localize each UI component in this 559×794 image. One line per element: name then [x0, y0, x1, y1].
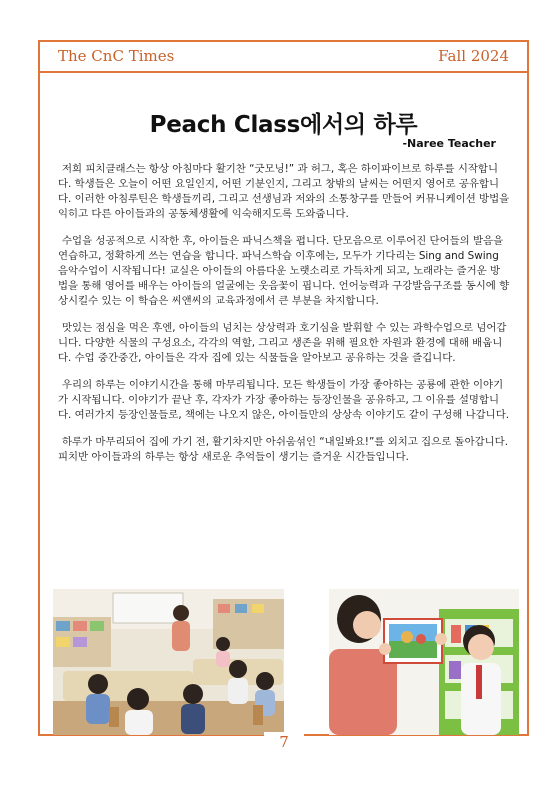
article-paragraph: 우리의 하루는 이야기시간을 통해 마무리됩니다. 모든 학생들이 가장 좋아하는 공룡에 관한 이야기가 시작됩니다. 이야기가 끝난 후, 각자가 가장 좋아하는 등장인물을 공유하고, 그 이유를 설명합니다. 여러가지 등장인물들로, 책에는 나오지 않은, 아이들만의 상상속 이야기도 같이 구성해 나갑니다.: [58, 379, 510, 421]
page-number: 7: [279, 733, 289, 751]
publication-name: The CnC Times: [58, 47, 175, 65]
page-number-box: [264, 732, 304, 750]
article-paragraph: 하루가 마무리되어 집에 가기 전, 활기차지만 아쉬움섞인 “내일봐요!”를 외치고 집으로 돌아갑니다. 피치반 아이들과의 하루는 항상 새로운 추억들이 생기는 즐거운 시간들입니다.: [58, 436, 509, 463]
classroom-photo: [53, 589, 284, 735]
issue-label: Fall 2024: [438, 47, 509, 65]
article-body: [58, 162, 510, 477]
teacher-reading-graphic: [329, 589, 519, 735]
page-frame: [38, 40, 529, 751]
article-paragraph: 수업을 성공적으로 시작한 후, 아이들은 파닉스책을 폅니다. 단모음으로 이루어진 단어들의 발음을 연습하고, 정확하게 쓰는 연습을 합니다. 파닉스학습 이후에는, 모두가 기다리는 Sing and Swing 음악수업이 시작됩니다! 교실은 아이들의 아름다운 노랫소리로 가득차게 되고, 노래라는 즐거운 방법을 통해 영어를 배우는 아이들의 얼굴에는 웃음꽃이 핍니다. 언어능력과 구강발음구조를 동시에 향상시킬수 있는 이 학습은 씨앤씨의 교육과정에서 큰 부분을 차지합니다.: [58, 235, 510, 307]
article-paragraph: 저희 피치클래스는 항상 아침마다 활기찬 “굿모닝!” 과 허그, 혹은 하이파이브로 하루를 시작합니다. 학생들은 오늘이 어떤 요일인지, 어떤 기분인지, 그리고 창밖의 날씨는 어떤지 영어로 공유합니다. 이러한 아침루틴은 학생들끼리, 그리고 선생님과 저와의 소통창구를 만들어 커뮤니케이션 방법을 익히고 다른 아이들과의 공동체생활에 익숙해지도록 도와줍니다.: [58, 163, 510, 220]
article-author: -Naree Teacher: [402, 137, 496, 150]
teacher-reading-photo: [329, 589, 519, 735]
article-paragraph: 맛있는 점심을 먹은 후엔, 아이들의 넘치는 상상력과 호기심을 발휘할 수 있는 과학수업으로 넘어갑니다. 다양한 식물의 구성요소, 각각의 역할, 그리고 생존을 위해 필요한 자원과 환경에 대해 배웁니다. 수업 중간중간, 아이들은 각자 집에 있는 식물들을 알아보고 공유하는 것을 즐깁니다.: [58, 322, 507, 364]
header-rule: [40, 71, 527, 73]
article-title: Peach Class에서의 하루: [149, 112, 418, 138]
classroom-photo-graphic: [53, 589, 284, 735]
